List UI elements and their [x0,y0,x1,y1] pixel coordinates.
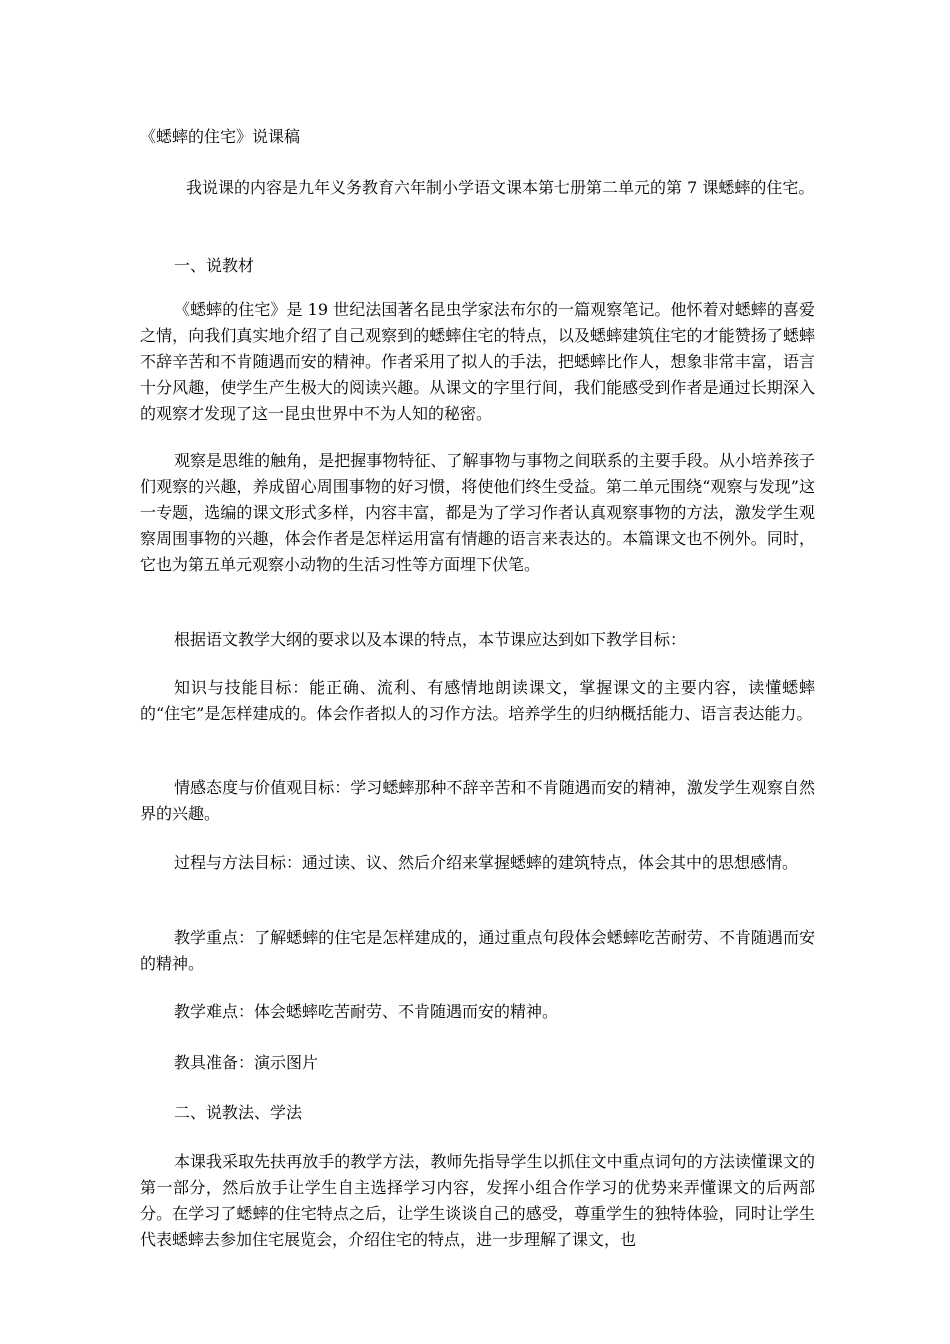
paragraph-goal-emotion: 情感态度与价值观目标：学习蟋蟀那种不辞辛苦和不肯随遇而安的精神，激发学生观察自然界的兴趣。 [140,778,815,823]
section-heading-methods: 二、说教法、学法 [174,1103,303,1122]
paragraph-goal-process: 过程与方法目标：通过读、议、然后介绍来掌握蟋蟀的建筑特点，体会其中的思想感情。 [174,853,799,872]
paragraph-key-point: 教学重点：了解蟋蟀的住宅是怎样建成的，通过重点句段体会蟋蟀吃苦耐劳、不肯随遇而安的精神。 [140,928,815,973]
paragraph-goal-knowledge: 知识与技能目标：能正确、流利、有感情地朗读课文，掌握课文的主要内容，读懂蟋蟀的“住宅”是怎样建成的。体会作者拟人的习作方法。培养学生的归纳概括能力、语言表达能力。 [140,678,815,723]
paragraph-materials: 教具准备：演示图片 [174,1053,319,1072]
paragraph-methods: 本课我采取先扶再放手的教学方法，教师先指导学生以抓住文中重点词句的方法读懂课文的第一部分，然后放手让学生自主选择学习内容，发挥小组合作学习的优势来弄懂课文的后两部分。在学习了蟋蟀的住宅特点之后，让学生谈谈自己的感受，尊重学生的独特体验，同时让学生代表蟋蟀去参加住宅展览会，介绍住宅的特点，进一步理解了课文，也 [140,1152,815,1249]
document-title: 《蟋蟀的住宅》说课稿 [140,127,301,146]
paragraph-observation: 观察是思维的触角，是把握事物特征、了解事物与事物之间联系的主要手段。从小培养孩子们观察的兴趣，养成留心周围事物的好习惯，将使他们终生受益。第二单元围绕“观察与发现”这一专题，选编的课文形式多样，内容丰富，都是为了学习作者认真观察事物的方法，激发学生观察周围事物的兴趣，体会作者是怎样运用富有情趣的语言来表达的。本篇课文也不例外。同时，它也为第五单元观察小动物的生活习性等方面埋下伏笔。 [140,451,815,574]
paragraph-goals-intro: 根据语文教学大纲的要求以及本课的特点，本节课应达到如下教学目标： [174,630,687,649]
section-heading-textbook: 一、说教材 [174,256,255,275]
paragraph-intro: 我说课的内容是九年义务教育六年制小学语文课本第七册第二单元的第 7 课蟋蟀的住宅。 [186,178,815,197]
paragraph-textbook-overview: 《蟋蟀的住宅》是 19 世纪法国著名昆虫学家法布尔的一篇观察笔记。他怀着对蟋蟀的喜爱之情，向我们真实地介绍了自己观察到的蟋蟀住宅的特点，以及蟋蟀建筑住宅的才能赞扬了蟋蟀不辞辛苦和不肯随遇而安的精神。作者采用了拟人的手法，把蟋蟀比作人，想象非常丰富，语言十分风趣，使学生产生极大的阅读兴趣。从课文的字里行间，我们能感受到作者是通过长期深入的观察才发现了这一昆虫世界中不为人知的秘密。 [140,300,815,423]
paragraph-difficulty: 教学难点：体会蟋蟀吃苦耐劳、不肯随遇而安的精神。 [174,1002,559,1021]
